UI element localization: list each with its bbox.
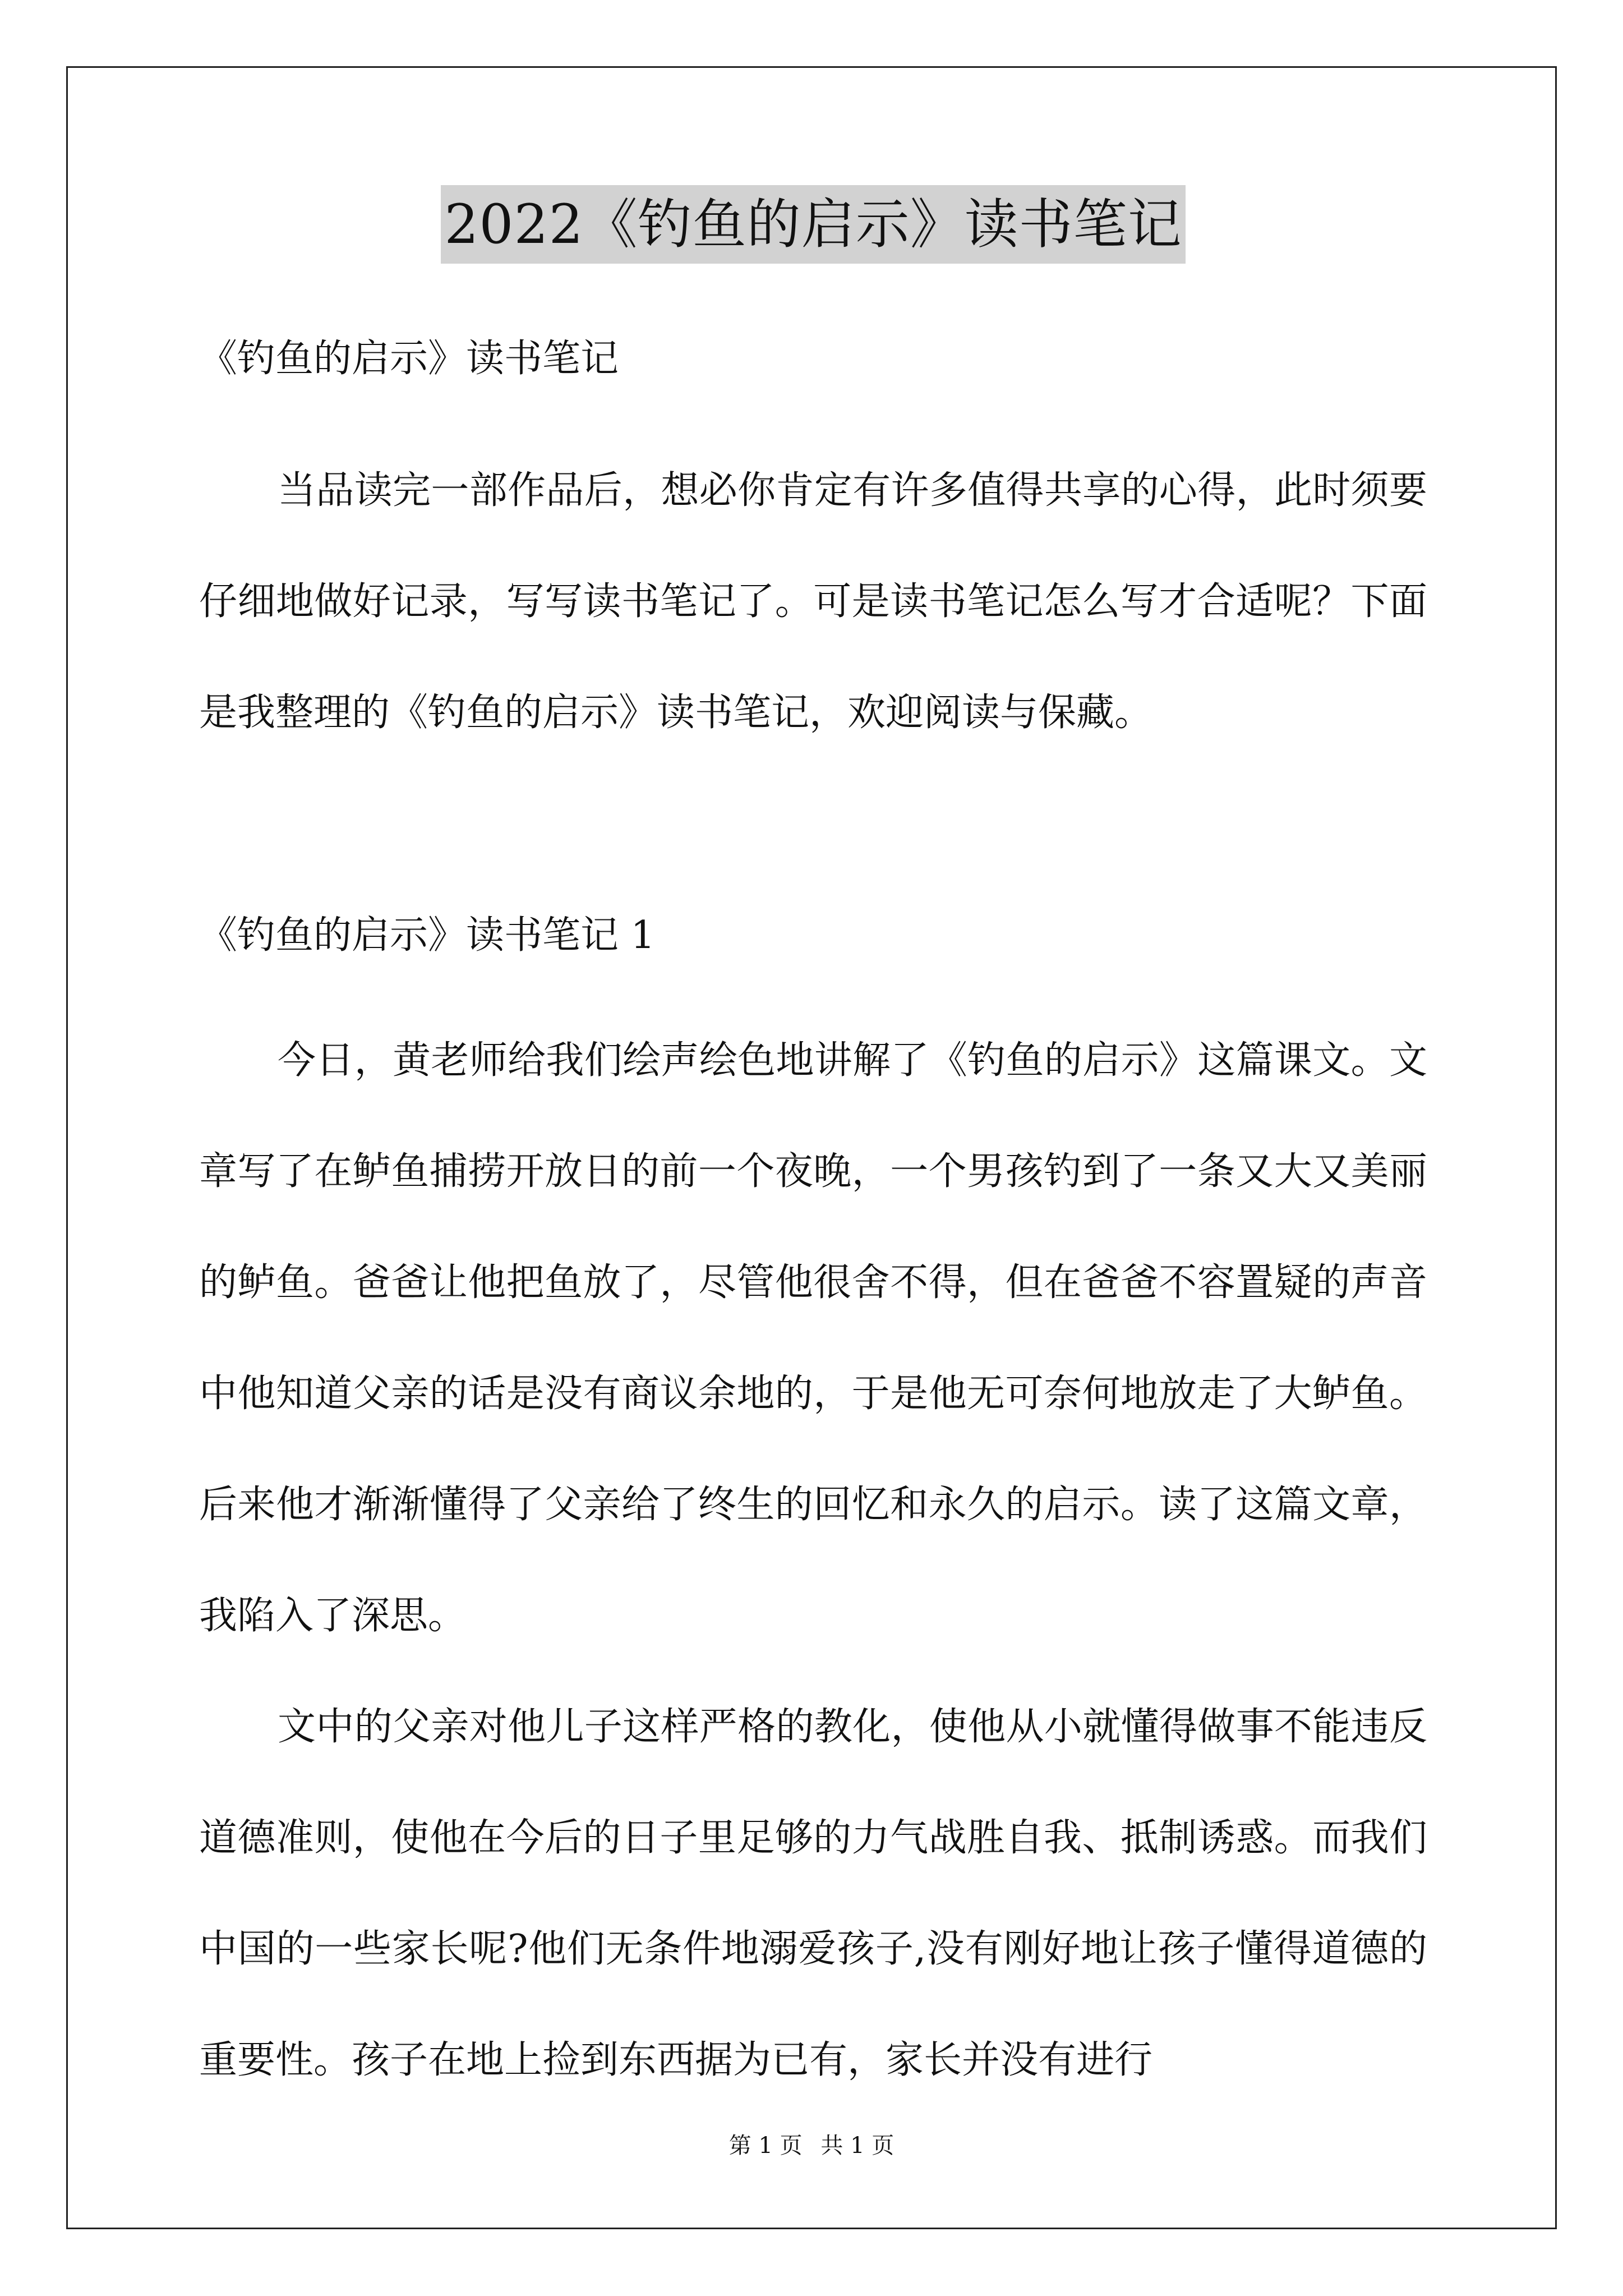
title-container [199, 185, 1427, 264]
section-heading: 《钓鱼的启示》读书笔记 1 [199, 913, 655, 958]
body-paragraph-1: 今日，黄老师给我们绘声绘色地讲解了《钓鱼的启示》这篇课文。文章写了在鲈鱼捕捞开放日的前一个夜晚，一个男孩钓到了一条又大又美丽的鲈鱼。爸爸让他把鱼放了，尽管他很舍不得，但在爸爸不容置疑的声音中他知道父亲的话是没有商议余地的，于是他无可奈何地放走了大鲈鱼。后来他才渐渐懂得了父亲给了终生的回忆和永久的启示。读了这篇文章，我陷入了深思。 [199, 1038, 1427, 1638]
body-paragraph-2: 文中的父亲对他儿子这样严格的教化，使他从小就懂得做事不能违反道德准则，使他在今后的日子里足够的力气战胜自我、抵制诱惑。而我们中国的一些家长呢?他们无条件地溺爱孩子,没有刚好地让孩子懂得道德的重要性。孩子在地上捡到东西据为已有，家长并没有进行 [199, 1705, 1427, 2082]
document-title: 2022《钓鱼的启示》读书笔记 [441, 185, 1185, 264]
page-footer [0, 2129, 1623, 2162]
page-total: 共 1 页 [820, 2133, 895, 2159]
intro-paragraph: 当品读完一部作品后，想必你肯定有许多值得共享的心得，此时须要仔细地做好记录，写写读书笔记了。可是读书笔记怎么写才合适呢？下面是我整理的《钓鱼的启示》读书笔记，欢迎阅读与保藏。 [199, 468, 1427, 735]
document-body [199, 185, 1427, 2116]
page-number: 第 1 页 [728, 2133, 803, 2159]
document-subtitle: 《钓鱼的启示》读书笔记 [199, 337, 619, 381]
